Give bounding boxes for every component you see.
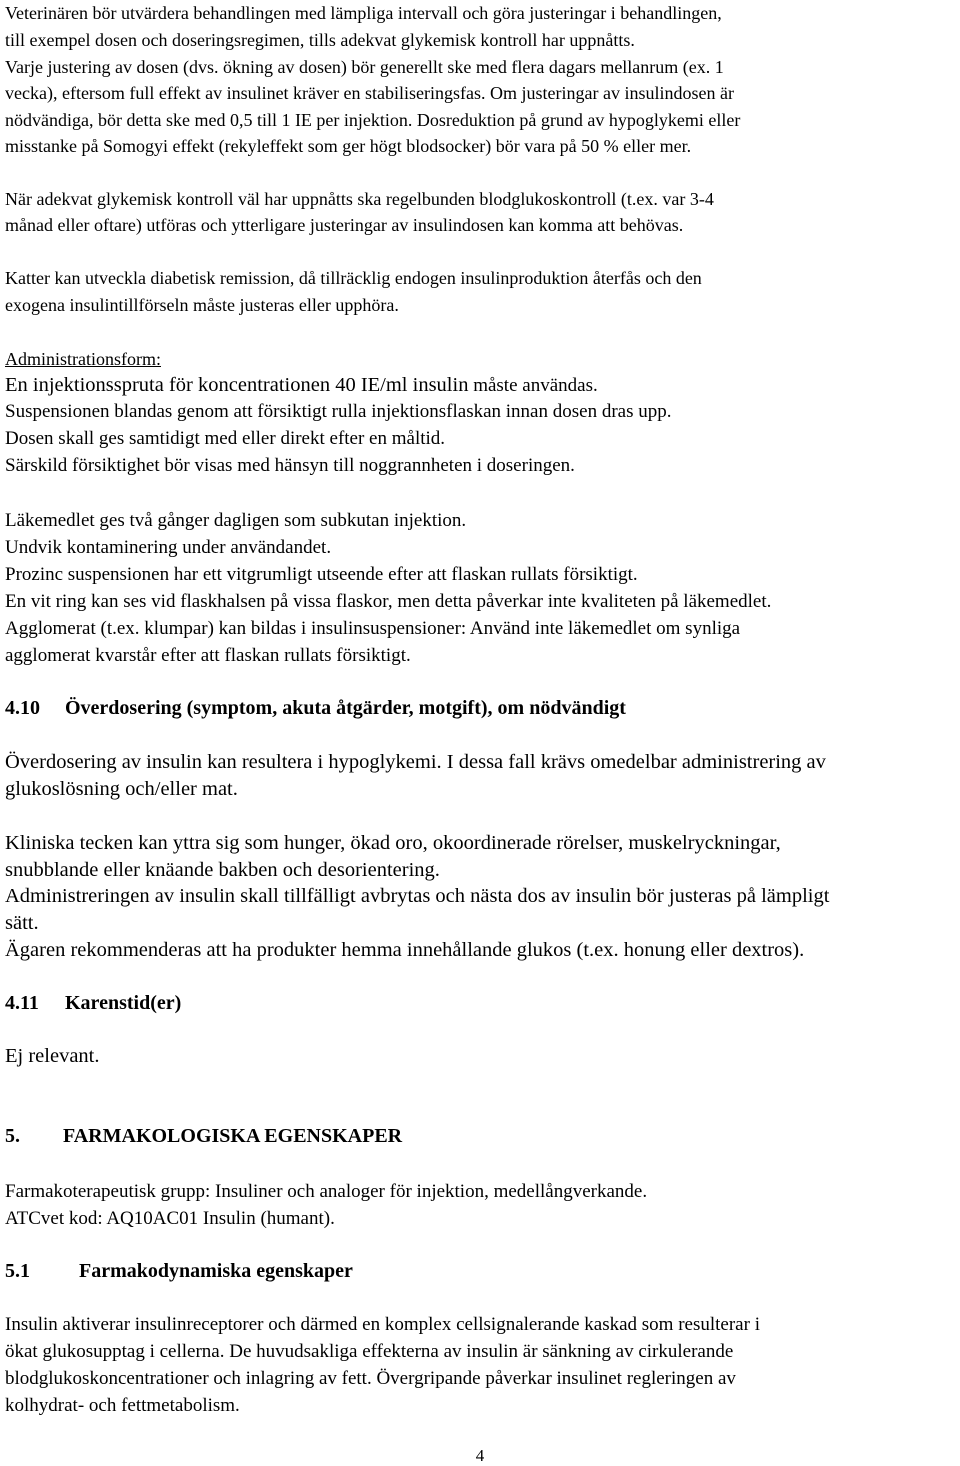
overdose-line: sätt.	[5, 912, 39, 934]
section-title: Karenstid(er)	[65, 992, 182, 1014]
section-heading-5-1	[5, 1260, 353, 1283]
section-title: FARMAKOLOGISKA EGENSKAPER	[63, 1125, 403, 1147]
pharmacodynamics-line: kolhydrat- och fettmetabolism.	[5, 1395, 240, 1416]
section-number: 5.1	[5, 1260, 30, 1282]
pharmacodynamics-line: ökat glukosupptag i cellerna. De huvudsakliga effekterna av insulin är sänkning av cirkulerande	[5, 1341, 734, 1362]
administration-line: Suspensionen blandas genom att försiktigt rulla injektionsflaskan innan dosen dras upp.	[5, 401, 672, 422]
overdose-line: Överdosering av insulin kan resultera i hypoglykemi. I dessa fall krävs omedelbar administrering av	[5, 751, 826, 773]
administration-line: En vit ring kan ses vid flaskhalsen på vissa flaskor, men detta påverkar inte kvaliteten på läkemedlet.	[5, 591, 772, 612]
administration-title: Administrationsform:	[5, 349, 161, 369]
pharmacodynamics-line: Insulin aktiverar insulinreceptorer och därmed en komplex cellsignalerande kaskad som resulterar i	[5, 1314, 760, 1335]
section-number: 4.11	[5, 992, 39, 1014]
administration-line: Undvik kontaminering under användandet.	[5, 537, 332, 558]
dosing-line: vecka), eftersom full effekt av insulinet kräver en stabiliseringsfas. Om justeringar av insulindosen är	[5, 83, 734, 103]
remission-line: exogena insulintillförseln måste justeras eller upphöra.	[5, 295, 399, 315]
administration-line: Läkemedlet ges två gånger dagligen som subkutan injektion.	[5, 510, 467, 531]
section-number: 4.10	[5, 697, 40, 719]
section-heading-4-10	[5, 697, 626, 720]
pharmacology-line: Farmakoterapeutisk grupp: Insuliner och analoger för injektion, medellångverkande.	[5, 1181, 648, 1202]
administration-line: agglomerat kvarstår efter att flaskan rullats försiktigt.	[5, 645, 411, 666]
overdose-line: Kliniska tecken kan yttra sig som hunger, ökad oro, okoordinerade rörelser, muskelryckningar,	[5, 832, 781, 854]
dosing-line: Varje justering av dosen (dvs. ökning av dosen) bör generellt ske med flera dagars mellanrum (ex. 1	[5, 57, 724, 77]
syringe-tail: måste användas.	[468, 375, 598, 396]
overdose-line: glukoslösning och/eller mat.	[5, 778, 238, 800]
syringe-requirement	[5, 372, 950, 400]
administration-line: Dosen skall ges samtidigt med eller direkt efter en måltid.	[5, 428, 446, 449]
pharmacology-line: ATCvet kod: AQ10AC01 Insulin (humant).	[5, 1208, 335, 1229]
dosing-line: misstanke på Somogyi effekt (rekyleffekt som ger högt blodsocker) bör vara på 50 % eller mer.	[5, 136, 692, 156]
section-heading-4-11	[5, 992, 181, 1015]
overdose-line: Ägaren rekommenderas att ha produkter hemma innehållande glukos (t.ex. honung eller dextros).	[5, 939, 805, 961]
section-number: 5.	[5, 1125, 20, 1147]
administration-line: Prozinc suspensionen har ett vitgrumligt utseende efter att flaskan rullats försiktigt.	[5, 564, 638, 585]
page-number: 4	[475, 1446, 485, 1465]
section-heading-5	[5, 1125, 402, 1148]
administration-line: Särskild försiktighet bör visas med hänsyn till noggrannheten i doseringen.	[5, 455, 575, 476]
section-title: Överdosering (symptom, akuta åtgärder, motgift), om nödvändigt	[65, 697, 626, 719]
overdose-line: snubblande eller knäande bakben och desorientering.	[5, 859, 440, 881]
remission-line: Katter kan utveckla diabetisk remission, då tillräcklig endogen insulinproduktion återfås och den	[5, 268, 702, 288]
monitoring-line: När adekvat glykemisk kontroll väl har uppnåtts ska regelbunden blodglukoskontroll (t.ex. var 3-4	[5, 189, 714, 209]
dosing-line: nödvändiga, bör detta ske med 0,5 till 1 IE per injektion. Dosreduktion på grund av hypoglykemi eller	[5, 110, 741, 130]
overdose-line: Administreringen av insulin skall tillfälligt avbrytas och nästa dos av insulin bör justeras på lämpligt	[5, 885, 830, 907]
syringe-main: En injektionsspruta för koncentrationen 40 IE/ml insulin	[5, 374, 469, 396]
pharmacodynamics-line: blodglukoskoncentrationer och inlagring av fett. Övergripande påverkar insulinet regleringen av	[5, 1368, 736, 1389]
section-title: Farmakodynamiska egenskaper	[79, 1260, 353, 1282]
administration-line: Agglomerat (t.ex. klumpar) kan bildas i insulinsuspensioner: Använd inte läkemedlet om synliga	[5, 618, 741, 639]
monitoring-line: månad eller oftare) utföras och ytterligare justeringar av insulindosen kan komma att behövas.	[5, 215, 684, 235]
withdrawal-text: Ej relevant.	[5, 1045, 100, 1067]
dosing-line: till exempel dosen och doseringsregimen, tills adekvat glykemisk kontroll har uppnåtts.	[5, 30, 635, 50]
dosing-line: Veterinären bör utvärdera behandlingen med lämpliga intervall och göra justeringar i behandlingen,	[5, 3, 722, 23]
